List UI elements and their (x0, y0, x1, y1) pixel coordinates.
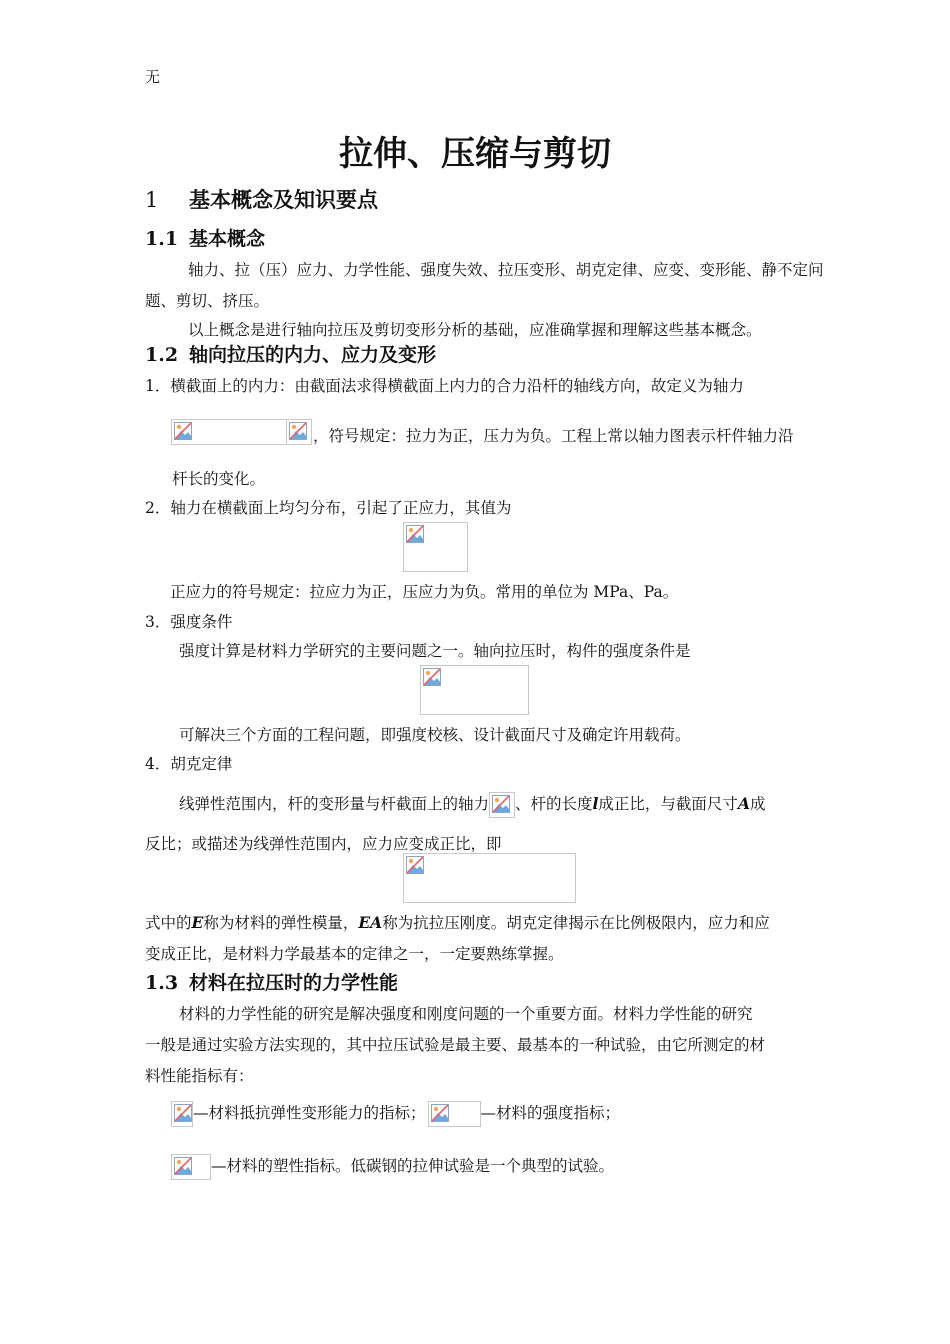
paragraph-line: 以上概念是进行轴向拉压及剪切变形分析的基础，应准确掌握和理解这些基本概念。 (188, 321, 762, 339)
paragraph-line: 题、剪切、挤压。 (145, 292, 270, 310)
broken-image-icon (423, 668, 441, 686)
text-run: 式中的 (145, 914, 192, 932)
list-item-line: 1．横截面上的内力：由截面法求得横截面上内力的合力沿杆的轴线方向，故定义为轴力 (145, 377, 744, 395)
list-item-line: 强度计算是材料力学研究的主要问题之一。轴向拉压时，构件的强度条件是 (179, 642, 691, 660)
section-1-2-heading (145, 340, 436, 367)
section-title: 基本概念 (189, 228, 266, 250)
section-title: 轴向拉压的内力、应力及变形 (189, 344, 437, 366)
section-title: 基本概念及知识要点 (189, 187, 378, 212)
section-number: 1.2 (145, 344, 179, 366)
formula-image (286, 419, 312, 445)
broken-image-icon (174, 1157, 192, 1175)
formula-image (420, 665, 529, 715)
indicator-line (171, 1101, 620, 1127)
symbol-l: l (592, 794, 599, 813)
text-run: —材料抵抗弹性变形能力的指标； (193, 1104, 426, 1122)
document-title: 拉伸、压缩与剪切 (339, 134, 611, 174)
text-run: —材料的强度指标； (480, 1104, 621, 1122)
list-item-line: 杆长的变化。 (172, 470, 266, 488)
list-item-line (145, 911, 770, 933)
paragraph-line: 材料的力学性能的研究是解决强度和刚度问题的一个重要方面。材料力学性能的研究 (179, 1005, 753, 1023)
formula-image (403, 522, 468, 572)
list-item-heading: 4．胡克定律 (145, 755, 233, 773)
paragraph-line: 一般是通过实验方法实现的，其中拉压试验是最主要、最基本的一种试验，由它所测定的材 (145, 1036, 766, 1054)
symbol-E: E (191, 913, 204, 932)
broken-image-icon (406, 856, 424, 874)
page-header: 无 (145, 68, 161, 86)
section-1-3-heading (145, 968, 398, 995)
list-item-line: 可解决三个方面的工程问题，即强度校核、设计截面尺寸及确定许用载荷。 (179, 726, 691, 744)
paragraph-line: 料性能指标有： (145, 1067, 254, 1085)
indicator-line (171, 1154, 614, 1180)
paragraph-line: 轴力、拉（压）应力、力学性能、强度失效、拉压变形、胡克定律、应变、变形能、静不定问 (188, 261, 824, 279)
section-1-1-heading (145, 224, 265, 251)
text-run: 线弹性范围内，杆的变形量与杆截面上的轴力 (179, 795, 490, 813)
formula-image (428, 1101, 481, 1127)
text-run: 成正比，与截面尺寸 (598, 795, 738, 813)
broken-image-icon (174, 422, 192, 440)
list-item-line: 正应力的符号规定：拉应力为正，压应力为负。常用的单位为 MPa、Pa。 (170, 583, 679, 601)
list-item-line: ，符号规定：拉力为正，压力为负。工程上常以轴力图表示杆件轴力沿 (313, 427, 794, 445)
broken-image-icon (406, 525, 424, 543)
formula-image (171, 1154, 211, 1180)
broken-image-icon (492, 795, 510, 813)
section-number: 1 (145, 188, 159, 212)
text-run: —材料的塑性指标。低碳钢的拉伸试验是一个典型的试验。 (211, 1157, 615, 1175)
text-run: 称为抗拉压刚度。胡克定律揭示在比例极限内，应力和应 (382, 914, 770, 932)
formula-image (171, 419, 287, 445)
list-item-line: 变成正比，是材料力学最基本的定律之一，一定要熟练掌握。 (145, 945, 564, 963)
symbol-EA: EA (358, 913, 383, 932)
section-1-heading (145, 184, 378, 214)
text-run: 、杆的长度 (515, 795, 593, 813)
section-number: 1.3 (145, 972, 179, 994)
section-title: 材料在拉压时的力学性能 (189, 972, 399, 994)
symbol-A: A (737, 794, 750, 813)
text-run: 成 (749, 795, 766, 813)
broken-image-icon (431, 1104, 449, 1122)
list-item-line (179, 792, 765, 818)
formula-image (171, 1101, 193, 1127)
text-run: 称为材料的弹性模量， (203, 914, 359, 932)
list-item-heading: 3．强度条件 (145, 613, 233, 631)
broken-image-icon (289, 422, 307, 440)
list-item-line: 反比；或描述为线弹性范围内，应力应变成正比，即 (145, 835, 502, 853)
list-item-line: 2．轴力在横截面上均匀分布，引起了正应力，其值为 (145, 499, 512, 517)
broken-image-icon (174, 1104, 192, 1122)
section-number: 1.1 (145, 228, 179, 250)
formula-image (489, 792, 515, 818)
formula-image (403, 853, 576, 903)
